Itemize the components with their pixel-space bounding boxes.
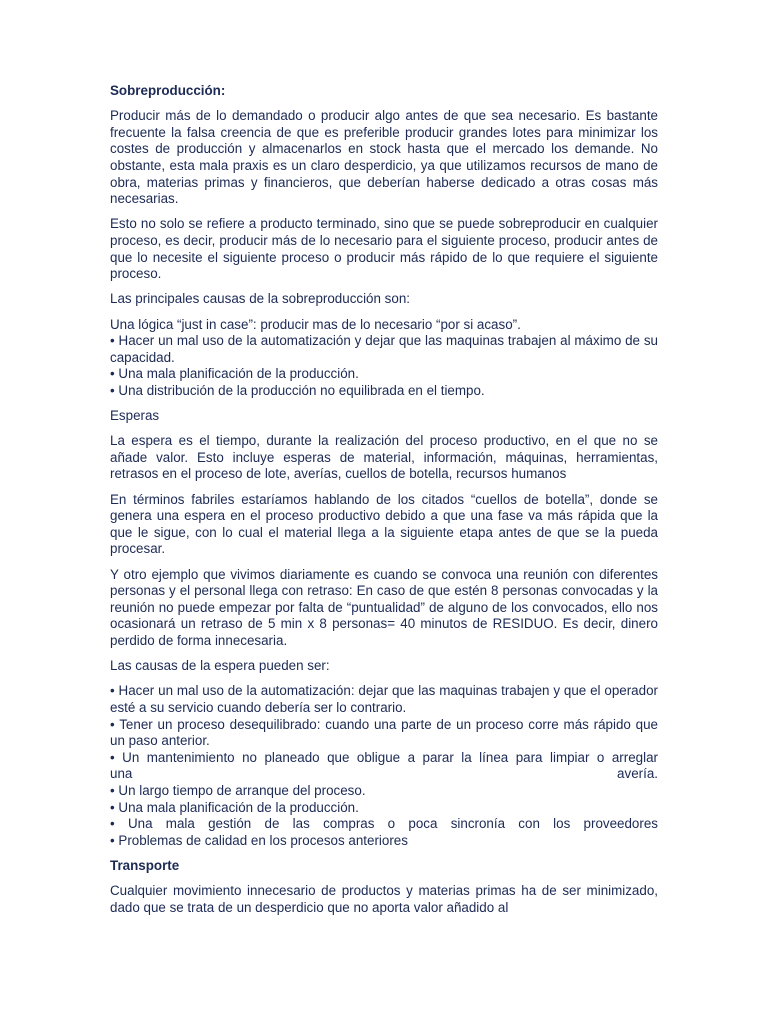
- section-title-esperas: Esperas: [110, 408, 160, 424]
- paragraph: En términos fabriles estaríamos hablando de los citados “cuellos de botella”, donde se genera una espera en el proceso productivo debido a que una fase va más rápida que la que le sigue, con lo cual el material llega a la siguiente etapa antes de que se la pueda procesar.: [110, 491, 658, 557]
- paragraph: Esto no solo se refiere a producto terminado, sino que se puede sobreproducir en cualquier proceso, es decir, producir más de lo necesario para el siguiente proceso, producir antes de que lo necesite el siguiente proceso o producir más rápido de lo que requiere el siguiente proceso.: [110, 216, 658, 282]
- causes-list-esperas: [110, 683, 658, 849]
- paragraph: La espera es el tiempo, durante la realización del proceso productivo, en el que no se añade valor. Esto incluye esperas de material, información, máquinas, herramientas, retrasos en el proceso de lote, averías, cuellos de botella, recursos humanos: [110, 433, 658, 482]
- paragraph: Las causas de la espera pueden ser:: [110, 658, 330, 674]
- list-item: • Tener un proceso desequilibrado: cuando una parte de un proceso corre más rápido que un paso anterior.: [110, 716, 658, 749]
- list-item: • Hacer un mal uso de la automatización y dejar que las maquinas trabajen al máximo de su capacidad.: [110, 333, 658, 365]
- paragraph: Y otro ejemplo que vivimos diariamente es cuando se convoca una reunión con diferentes personas y el personal llega con retraso: En caso de que estén 8 personas convocadas y la reunión no puede empezar por falta de “puntualidad” de alguno de los convocados, ello nos ocasionará un retraso de 5 min x 8 personas= 40 minutos de RESIDUO. Es decir, dinero perdido de forma innecesaria.: [110, 566, 658, 648]
- paragraph: Producir más de lo demandado o producir algo antes de que sea necesario. Es bastante frecuente la falsa creencia de que es preferible producir grandes lotes para minimizar los costes de producción y almacenarlos en stock hasta que el mercado los demande. No obstante, esta mala praxis es un claro desperdicio, ya que utilizamos recursos de mano de obra, materias primas y financieros, que deberían haberse dedicado a otras cosas más necesarias.: [110, 108, 658, 207]
- section-title-transporte: Transporte: [110, 857, 180, 873]
- document-page: [110, 83, 658, 925]
- list-item: • Un largo tiempo de arranque del proceso.: [110, 782, 366, 798]
- paragraph: Cualquier movimiento innecesario de productos y materias primas ha de ser minimizado, dado que se trata de un desperdicio que no aporta valor añadido al: [110, 883, 658, 915]
- paragraph: Las principales causas de la sobreproducción son:: [110, 291, 410, 307]
- list-item: • Hacer un mal uso de la automatización: dejar que las maquinas trabajen y que el operador esté a su servicio cuando debería ser lo contrario.: [110, 683, 658, 715]
- list-item: • Una mala planificación de la producción.: [110, 799, 359, 815]
- list-item: • Una distribución de la producción no equilibrada en el tiempo.: [110, 382, 485, 398]
- causes-list-sobreproduccion: [110, 317, 658, 400]
- list-item: • Problemas de calidad en los procesos anteriores: [110, 832, 408, 848]
- list-item: • Una mala planificación de la producción.: [110, 366, 359, 382]
- list-item: Una lógica “just in case”: producir mas de lo necesario “por si acaso”.: [110, 316, 521, 332]
- list-item-continuation: una avería.: [110, 766, 658, 782]
- section-title-sobreproduccion: Sobreproducción:: [110, 83, 226, 98]
- list-item: • Un mantenimiento no planeado que obligue a parar la línea para limpiar o arreglar: [110, 749, 658, 765]
- list-item: • Una mala gestión de las compras o poca sincronía con los proveedores: [110, 816, 658, 832]
